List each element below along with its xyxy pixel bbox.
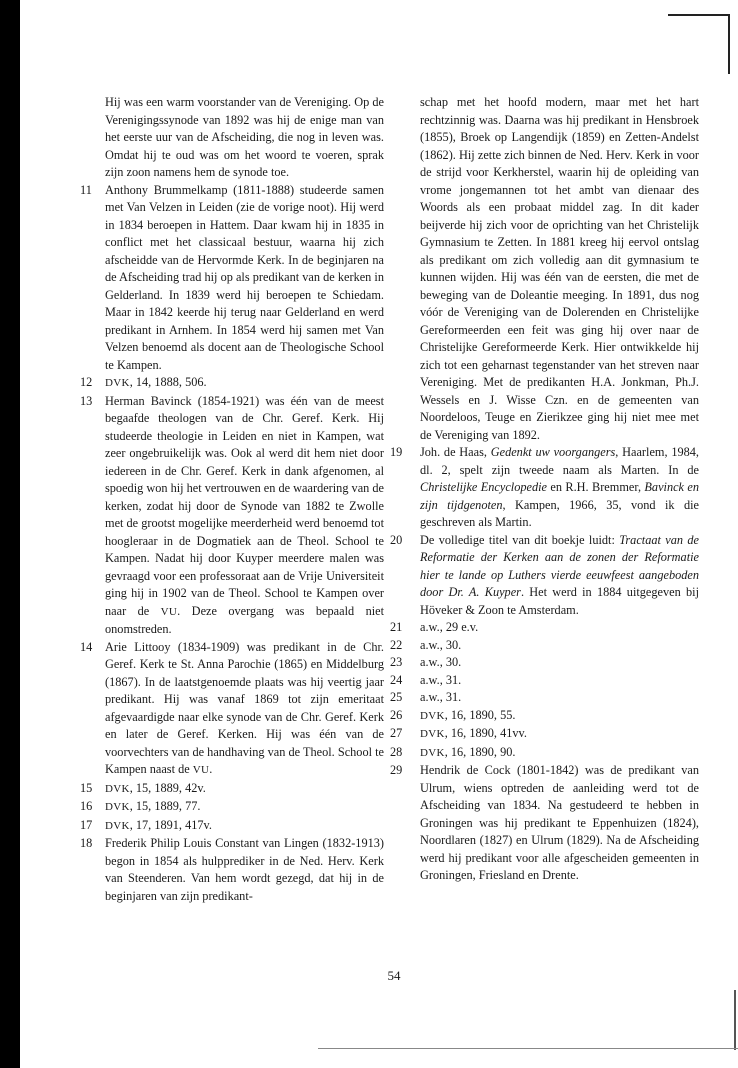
footnote-number: 17 bbox=[80, 817, 93, 832]
footnote-27 bbox=[390, 725, 699, 744]
source-abbrev: DVK bbox=[105, 377, 130, 389]
book-title: Tractaat van de Reformatie der Kerken aan de zonen der Reformatie hier te lande op Luthers vierde eeuwfeest aangeboden door Dr. A. Kuyper bbox=[420, 532, 699, 599]
footnote-number: 26 bbox=[390, 707, 403, 722]
footnote-text: , 16, 1890, 90. bbox=[444, 744, 516, 759]
footnote-number: 21 bbox=[390, 620, 403, 634]
footnote-text: Anthony Brummelkamp (1811-1888) studeerde samen met Van Velzen in Leiden (zie de vorige noot). Hij werd in 1834 beroepen in Hattem. Daar kwam hij in 1835 in conflict met het classicaal bestuur, waarna hij zich afscheidde van de Hervormde Kerk. In de beginjaren na de Afscheiding trad hij op als predikant van de kerken in Gelderland. In 1839 werd hij beroepen te Schiedam. Maar in 1842 keerde hij terug naar Gelderland en werd predikant in Arnhem. In 1854 werd hij samen met Van Velzen benoemd als docent aan de Theologische School te Kampen. bbox=[105, 182, 384, 372]
source-abbrev: DVK bbox=[420, 746, 445, 759]
footnote-number: 13 bbox=[80, 393, 93, 408]
footnote-number: 16 bbox=[80, 799, 93, 813]
footnote-13 bbox=[80, 393, 385, 639]
footnote-text: , 16, 1890, 55. bbox=[444, 707, 516, 722]
footnote-25 bbox=[390, 689, 699, 707]
footnote-text: Arie Littooy (1834-1909) was predikant in de Chr. Geref. Kerk te St. Anna Parochie (1865) en Middelburg (1867). In de laatstgenoemde plaats was hij veertig jaar predikant. Hij was vanaf 1869 tot zijn emeritaat afgevaardigde naar elke synode van de Chr. Geref. Kerk en later de Geref. Kerken. Hij was één van de voorvechters van de handhaving van de Theol. School te Kampen naast de bbox=[105, 639, 384, 776]
source-abbrev: DVK bbox=[105, 801, 130, 813]
footnote-text: a.w., 29 e.v. bbox=[420, 620, 479, 634]
footnote-15 bbox=[80, 780, 384, 799]
footnote-number: 12 bbox=[80, 375, 93, 389]
book-title: Gedenkt uw voorgangers bbox=[490, 445, 616, 459]
footnote-number: 20 bbox=[390, 532, 403, 547]
crop-mark-top bbox=[668, 14, 730, 16]
footnote-text: en R.H. Bremmer, bbox=[547, 480, 645, 494]
page-number: 54 bbox=[387, 968, 401, 983]
footnote-text: , 14, 1888, 506. bbox=[129, 375, 207, 389]
source-abbrev: DVK bbox=[105, 782, 130, 795]
footnote-29 bbox=[390, 762, 699, 885]
footnote-text: a.w., 31. bbox=[420, 690, 462, 704]
scan-right-edge bbox=[734, 990, 736, 1050]
footnote-text: , 17, 1891, 417v. bbox=[129, 817, 212, 832]
footnote-number: 29 bbox=[390, 763, 403, 777]
footnote-18 bbox=[80, 835, 384, 905]
footnote-24 bbox=[390, 672, 699, 690]
footnote-number: 28 bbox=[390, 744, 403, 759]
book-title: Christelijke Encyclopedie bbox=[420, 480, 547, 494]
footnote-text: , Kampen, 1966, 35, vond ik die geschreven als Martin. bbox=[420, 497, 699, 529]
footnote-text: a.w., 31. bbox=[420, 672, 462, 687]
source-abbrev: DVK bbox=[105, 819, 130, 832]
footnote-text-tail: . Deze overgang was bepaald niet onomstreden. bbox=[105, 603, 385, 636]
footnote-number: 27 bbox=[390, 726, 403, 740]
footnote-text: De volledige titel van dit boekje luidt: bbox=[420, 532, 620, 547]
footnote-number: 15 bbox=[80, 780, 93, 795]
footnote-text: Hendrik de Cock (1801-1842) was de predikant van Ulrum, wiens optreden de aanleiding werd tot de Afscheiding van 1834. Na gestudeerd te hebben in Groningen was hij predikant te Eppenhuizen (1824), Noordlaren (1827) en Ulrum (1829). Na de Afscheiding werd hij predikant voor alle afgescheiden gemeenten in Groningen, Friesland en Drente. bbox=[420, 763, 699, 882]
footnote-20 bbox=[390, 532, 699, 620]
footnote-26 bbox=[390, 707, 699, 726]
footnote-text: Frederik Philip Louis Constant van Lingen (1832-1913) begon in 1854 als hulpprediker in de Ned. Herv. Kerk van Steenderen. Van hem wordt gezegd, dat hij in de beginjaren van zijn predikant- bbox=[105, 836, 384, 903]
footnote-text: a.w., 30. bbox=[420, 637, 462, 652]
footnote-text: a.w., 30. bbox=[420, 655, 462, 669]
footnote-number: 22 bbox=[390, 637, 403, 652]
footnote-12 bbox=[80, 374, 384, 393]
footnote-21 bbox=[390, 619, 699, 637]
footnote-text: , 15, 1889, 77. bbox=[129, 799, 201, 813]
footnote-11 bbox=[80, 182, 384, 375]
footnote-number: 18 bbox=[80, 836, 93, 850]
footnote-number: 25 bbox=[390, 690, 403, 704]
source-abbrev: DVK bbox=[420, 709, 445, 722]
note-10-continuation: Hij was een warm voorstander van de Vereniging. Op de Verenigingssynode van 1892 was hij de enige man van het eerste uur van de Afscheiding, die nog in leven was. Omdat hij te oud was om het woord te voeren, sprak zijn zoon namens hem de synode toe. bbox=[105, 95, 384, 179]
crop-mark-right bbox=[728, 14, 730, 74]
book-title: Bavinck en zijn tijdgenoten bbox=[420, 480, 699, 512]
footnote-text: . Het werd in 1884 uitgegeven bij Höveker & Zoon te Amsterdam. bbox=[420, 585, 699, 617]
footnote-text: Joh. de Haas, bbox=[420, 445, 491, 459]
footnote-number: 11 bbox=[80, 182, 92, 197]
right-column bbox=[390, 94, 699, 885]
footnote-28 bbox=[390, 744, 699, 763]
footnote-number: 14 bbox=[80, 639, 93, 654]
footnote-text: , 16, 1890, 41vv. bbox=[444, 726, 527, 740]
left-column bbox=[80, 94, 385, 905]
footnote-text: Herman Bavinck (1854-1921) was één van de meest begaafde theologen van de Chr. Geref. Kerk. Hij studeerde theologie in Leiden en niet in Kampen, wat zeer ongebruikelijk was. Ook al werd dit hem niet door iedereen in de Chr. Geref. Kerk in dank afgenomen, al spoedig won hij het vertrouwen en de waardering van de kerken, zodat hij door de Synode van 1882 te Zwolle met de grootst mogelijke meerderheid werd benoemd tot hoogleraar in de Dogmatiek aan de Theol. School te Kampen. Nadat hij door Kuyper meerdere malen was gevraagd voor een professoraat aan de Vrije Universiteit ging hij in 1902 van de Theol. School te Kampen over naar de bbox=[105, 393, 384, 618]
footnote-14 bbox=[80, 639, 384, 780]
scan-bottom-edge bbox=[318, 1048, 738, 1049]
footnote-text-tail: . bbox=[209, 762, 213, 776]
footnote-22 bbox=[390, 637, 699, 655]
note-18-continuation: schap met het hoofd modern, maar met het hart rechtzinnig was. Daarna was hij predikant in Hensbroek (1855), Broek op Langendijk (1859) en Zetten-Andelst (1862). Hij zette zich binnen de Ned. Herv. Kerk in voor de strijd voor Kerkherstel, waarin hij de opleiding van vrome jongemannen tot het ambt van dienaar des Woords als een probaat middel zag. In dit kader beijverde hij zich voor de oprichting van het Christelijk Gymnasium te Zetten. In 1881 kreeg hij eervol ontslag als predikant om zich volledig aan dit gymnasium te kunnen wijden. Hij was één van de eersten, die met de beweging van de Doleantie meeging. In 1891, dus nog vóór de Vereniging van de Dolerenden en Christelijke Gereformeerden een feit was ging hij over naar de Christelijke Gereformeerde Kerk. Hier ontwikkelde hij zich tot een geharnast tegenstander van het streven naar Vereniging. Met de predikanten H.A. Jonkman, Ph.J. Wessels en J. Wisse Czn. en de gemeenten van Noordeloos, Teuge en Zierikzee ging hij niet mee met de Vereniging van 1892. bbox=[420, 95, 699, 442]
footnote-text: , Haarlem, 1984, dl. 2, spelt zijn tweede naam als Marten. In de bbox=[420, 445, 699, 477]
footnote-17 bbox=[80, 817, 384, 836]
footnote-number: 24 bbox=[390, 672, 403, 687]
footnote-19 bbox=[390, 444, 699, 532]
footnote-number: 19 bbox=[390, 445, 403, 459]
scan-left-border bbox=[0, 0, 20, 1068]
footnote-23 bbox=[390, 654, 699, 672]
footnote-16 bbox=[80, 798, 384, 817]
source-abbrev: VU bbox=[192, 764, 210, 776]
footnote-text: , 15, 1889, 42v. bbox=[129, 780, 206, 795]
footnote-number: 23 bbox=[390, 655, 403, 669]
source-abbrev: DVK bbox=[420, 728, 445, 740]
source-abbrev: VU bbox=[160, 605, 178, 618]
